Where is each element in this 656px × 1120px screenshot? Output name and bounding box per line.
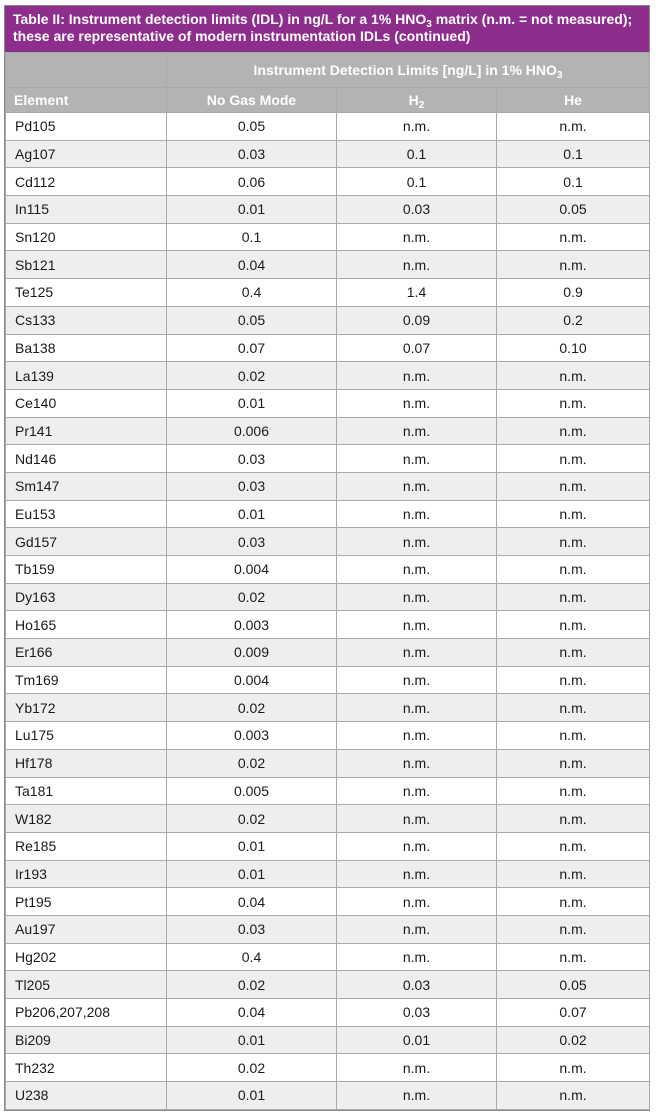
superheader-label: Instrument Detection Limits [ng/L] in 1% HNO	[253, 62, 557, 78]
cell-element: Tb159	[6, 556, 167, 584]
cell-no-gas-mode: 0.03	[167, 445, 337, 473]
cell-he: n.m.	[497, 417, 650, 445]
table-row	[6, 140, 650, 168]
cell-element: Hf178	[6, 749, 167, 777]
cell-h2: n.m.	[337, 417, 497, 445]
cell-h2: n.m.	[337, 611, 497, 639]
cell-h2: n.m.	[337, 915, 497, 943]
cell-he: n.m.	[497, 805, 650, 833]
cell-h2: n.m.	[337, 694, 497, 722]
cell-he: n.m.	[497, 528, 650, 556]
idl-table-figure	[4, 5, 650, 1111]
cell-element: Pb206,207,208	[6, 999, 167, 1027]
table-row	[6, 113, 650, 141]
cell-h2: n.m.	[337, 832, 497, 860]
idl-table	[5, 52, 650, 1110]
cell-he: 0.2	[497, 306, 650, 334]
cell-element: Ho165	[6, 611, 167, 639]
cell-element: In115	[6, 196, 167, 224]
cell-h2: n.m.	[337, 666, 497, 694]
table-row	[6, 722, 650, 750]
cell-he: 0.05	[497, 196, 650, 224]
cell-h2: 1.4	[337, 279, 497, 307]
cell-he: n.m.	[497, 362, 650, 390]
cell-element: Nd146	[6, 445, 167, 473]
cell-h2: n.m.	[337, 1082, 497, 1110]
cell-he: n.m.	[497, 472, 650, 500]
column-header-h2-label: H	[408, 92, 419, 108]
cell-no-gas-mode: 0.005	[167, 777, 337, 805]
cell-h2: n.m.	[337, 251, 497, 279]
cell-he: n.m.	[497, 1082, 650, 1110]
table-row	[6, 1082, 650, 1110]
cell-element: Ta181	[6, 777, 167, 805]
cell-h2: n.m.	[337, 777, 497, 805]
cell-he: 0.07	[497, 999, 650, 1027]
cell-no-gas-mode: 0.04	[167, 999, 337, 1027]
cell-element: Yb172	[6, 694, 167, 722]
cell-no-gas-mode: 0.03	[167, 915, 337, 943]
table-superheader-row	[6, 53, 650, 88]
cell-element: Ag107	[6, 140, 167, 168]
cell-h2: n.m.	[337, 722, 497, 750]
cell-he: n.m.	[497, 556, 650, 584]
cell-he: n.m.	[497, 500, 650, 528]
cell-element: Lu175	[6, 722, 167, 750]
cell-h2: n.m.	[337, 472, 497, 500]
table-row	[6, 611, 650, 639]
cell-h2: n.m.	[337, 556, 497, 584]
cell-no-gas-mode: 0.02	[167, 583, 337, 611]
table-row	[6, 1026, 650, 1054]
table-title-text-continued: matrix (n.m. = not measured); these are representative of modern instrumentation IDLs (continued)	[13, 11, 633, 44]
cell-no-gas-mode: 0.02	[167, 694, 337, 722]
table-row	[6, 556, 650, 584]
cell-no-gas-mode: 0.03	[167, 472, 337, 500]
cell-h2: 0.07	[337, 334, 497, 362]
cell-h2: n.m.	[337, 362, 497, 390]
cell-no-gas-mode: 0.01	[167, 1082, 337, 1110]
cell-he: 0.9	[497, 279, 650, 307]
cell-no-gas-mode: 0.07	[167, 334, 337, 362]
cell-he: n.m.	[497, 915, 650, 943]
table-row	[6, 1054, 650, 1082]
cell-he: n.m.	[497, 943, 650, 971]
cell-element: Ir193	[6, 860, 167, 888]
cell-no-gas-mode: 0.4	[167, 279, 337, 307]
cell-he: n.m.	[497, 666, 650, 694]
table-row	[6, 832, 650, 860]
cell-no-gas-mode: 0.02	[167, 362, 337, 390]
cell-he: 0.05	[497, 971, 650, 999]
table-title-subscript: 3	[426, 19, 432, 30]
cell-h2: n.m.	[337, 749, 497, 777]
table-row	[6, 915, 650, 943]
cell-h2: n.m.	[337, 805, 497, 833]
cell-he: n.m.	[497, 639, 650, 667]
cell-he: n.m.	[497, 583, 650, 611]
table-row	[6, 666, 650, 694]
table-row	[6, 943, 650, 971]
cell-no-gas-mode: 0.1	[167, 223, 337, 251]
cell-he: n.m.	[497, 832, 650, 860]
cell-he: 0.10	[497, 334, 650, 362]
superheader-empty-cell	[6, 53, 167, 88]
cell-no-gas-mode: 0.006	[167, 417, 337, 445]
cell-element: La139	[6, 362, 167, 390]
cell-element: Bi209	[6, 1026, 167, 1054]
column-header-h2-subscript: 2	[418, 100, 425, 111]
table-row	[6, 279, 650, 307]
cell-he: n.m.	[497, 749, 650, 777]
cell-no-gas-mode: 0.01	[167, 389, 337, 417]
cell-he: 0.02	[497, 1026, 650, 1054]
cell-no-gas-mode: 0.03	[167, 528, 337, 556]
cell-element: Cs133	[6, 306, 167, 334]
cell-element: Re185	[6, 832, 167, 860]
column-header-h2	[337, 88, 497, 113]
cell-no-gas-mode: 0.04	[167, 251, 337, 279]
cell-element: Ce140	[6, 389, 167, 417]
table-row	[6, 500, 650, 528]
table-row	[6, 251, 650, 279]
cell-no-gas-mode: 0.01	[167, 500, 337, 528]
superheader-cell	[167, 53, 650, 88]
cell-element: W182	[6, 805, 167, 833]
cell-h2: 0.03	[337, 196, 497, 224]
cell-element: Th232	[6, 1054, 167, 1082]
cell-h2: n.m.	[337, 583, 497, 611]
cell-he: n.m.	[497, 860, 650, 888]
cell-h2: n.m.	[337, 500, 497, 528]
cell-element: Hg202	[6, 943, 167, 971]
table-row	[6, 334, 650, 362]
table-row	[6, 528, 650, 556]
cell-he: n.m.	[497, 1054, 650, 1082]
table-row	[6, 639, 650, 667]
table-header-row	[6, 88, 650, 113]
cell-he: n.m.	[497, 113, 650, 141]
cell-he: n.m.	[497, 888, 650, 916]
cell-no-gas-mode: 0.009	[167, 639, 337, 667]
cell-no-gas-mode: 0.004	[167, 666, 337, 694]
cell-element: Sn120	[6, 223, 167, 251]
cell-h2: n.m.	[337, 445, 497, 473]
table-row	[6, 999, 650, 1027]
cell-no-gas-mode: 0.02	[167, 749, 337, 777]
table-row	[6, 472, 650, 500]
table-row	[6, 777, 650, 805]
table-row	[6, 196, 650, 224]
table-row	[6, 389, 650, 417]
cell-h2: n.m.	[337, 113, 497, 141]
cell-no-gas-mode: 0.01	[167, 832, 337, 860]
cell-element: Sb121	[6, 251, 167, 279]
cell-h2: n.m.	[337, 389, 497, 417]
table-title	[5, 6, 649, 52]
cell-no-gas-mode: 0.4	[167, 943, 337, 971]
superheader-subscript: 3	[556, 70, 563, 81]
cell-element: Pt195	[6, 888, 167, 916]
cell-no-gas-mode: 0.003	[167, 722, 337, 750]
cell-he: n.m.	[497, 722, 650, 750]
table-row	[6, 583, 650, 611]
cell-element: Pr141	[6, 417, 167, 445]
cell-element: Tm169	[6, 666, 167, 694]
cell-he: n.m.	[497, 389, 650, 417]
cell-element: Au197	[6, 915, 167, 943]
table-row	[6, 860, 650, 888]
cell-he: n.m.	[497, 777, 650, 805]
table-row	[6, 749, 650, 777]
cell-he: n.m.	[497, 694, 650, 722]
cell-no-gas-mode: 0.02	[167, 971, 337, 999]
cell-h2: n.m.	[337, 1054, 497, 1082]
cell-no-gas-mode: 0.03	[167, 140, 337, 168]
cell-no-gas-mode: 0.06	[167, 168, 337, 196]
cell-h2: n.m.	[337, 860, 497, 888]
cell-he: 0.1	[497, 140, 650, 168]
cell-he: n.m.	[497, 445, 650, 473]
cell-no-gas-mode: 0.004	[167, 556, 337, 584]
table-row	[6, 168, 650, 196]
cell-element: Eu153	[6, 500, 167, 528]
cell-he: n.m.	[497, 251, 650, 279]
cell-no-gas-mode: 0.003	[167, 611, 337, 639]
table-title-text: Table II: Instrument detection limits (IDL) in ng/L for a 1% HNO	[13, 11, 427, 27]
table-row	[6, 805, 650, 833]
cell-element: U238	[6, 1082, 167, 1110]
column-header-element: Element	[6, 88, 167, 113]
table-row	[6, 888, 650, 916]
cell-h2: 0.09	[337, 306, 497, 334]
cell-no-gas-mode: 0.01	[167, 196, 337, 224]
cell-element: Er166	[6, 639, 167, 667]
cell-no-gas-mode: 0.01	[167, 860, 337, 888]
table-row	[6, 694, 650, 722]
cell-element: Dy163	[6, 583, 167, 611]
cell-no-gas-mode: 0.02	[167, 805, 337, 833]
cell-he: n.m.	[497, 223, 650, 251]
cell-h2: n.m.	[337, 639, 497, 667]
cell-no-gas-mode: 0.02	[167, 1054, 337, 1082]
cell-h2: n.m.	[337, 223, 497, 251]
cell-h2: 0.03	[337, 971, 497, 999]
cell-no-gas-mode: 0.04	[167, 888, 337, 916]
table-row	[6, 362, 650, 390]
cell-h2: n.m.	[337, 943, 497, 971]
cell-h2: 0.1	[337, 140, 497, 168]
cell-element: Gd157	[6, 528, 167, 556]
table-row	[6, 223, 650, 251]
cell-no-gas-mode: 0.05	[167, 113, 337, 141]
cell-h2: 0.03	[337, 999, 497, 1027]
cell-h2: n.m.	[337, 888, 497, 916]
table-row	[6, 417, 650, 445]
cell-element: Ba138	[6, 334, 167, 362]
cell-element: Sm147	[6, 472, 167, 500]
column-header-no-gas-mode: No Gas Mode	[167, 88, 337, 113]
cell-element: Te125	[6, 279, 167, 307]
cell-no-gas-mode: 0.01	[167, 1026, 337, 1054]
table-row	[6, 445, 650, 473]
cell-he: n.m.	[497, 611, 650, 639]
cell-h2: 0.01	[337, 1026, 497, 1054]
column-header-he: He	[497, 88, 650, 113]
cell-element: Tl205	[6, 971, 167, 999]
cell-no-gas-mode: 0.05	[167, 306, 337, 334]
table-row	[6, 306, 650, 334]
cell-element: Pd105	[6, 113, 167, 141]
cell-h2: 0.1	[337, 168, 497, 196]
cell-he: 0.1	[497, 168, 650, 196]
cell-h2: n.m.	[337, 528, 497, 556]
table-row	[6, 971, 650, 999]
cell-element: Cd112	[6, 168, 167, 196]
